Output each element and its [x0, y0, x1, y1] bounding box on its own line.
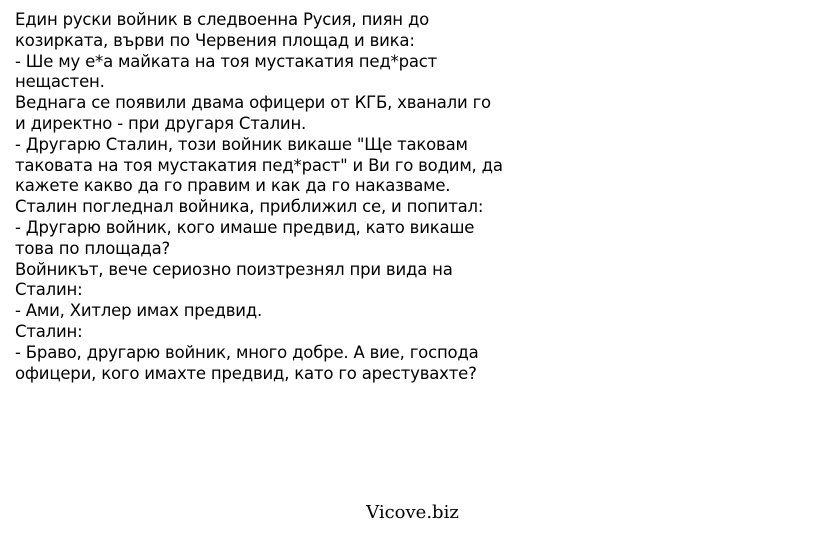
joke-line: козирката, върви по Червения площад и вика:	[15, 30, 415, 50]
joke-line: таковата на тоя мустакатия пед*раст" и Ви го водим, да	[15, 155, 503, 175]
joke-line: Веднага се появили двама офицери от КГБ, хванали го	[15, 93, 491, 113]
joke-line: - Другарю войник, кого имаше предвид, като викаше	[15, 217, 475, 237]
joke-line: Сталин:	[15, 280, 83, 300]
joke-line: и директно - при другаря Сталин.	[15, 113, 307, 133]
joke-line: Сталин погледнал войника, приближил се, и попитал:	[15, 197, 484, 217]
joke-text	[15, 10, 815, 384]
joke-line: нещастен.	[15, 72, 105, 92]
joke-line: Войникът, вече сериозно поизтрезнял при вида на	[15, 259, 453, 279]
joke-line: - Другарю Сталин, този войник викаше "Ще таковам	[15, 134, 468, 154]
joke-line: кажете какво да го правим и как да го наказваме.	[15, 176, 451, 196]
joke-line: - Ами, Хитлер имах предвид.	[15, 301, 263, 321]
joke-line: Един руски войник в следвоенна Русия, пиян до	[15, 10, 430, 29]
joke-line: Сталин:	[15, 321, 83, 341]
site-watermark: Vicove.biz	[366, 502, 459, 523]
joke-line: - Ше му е*а майката на тоя мустакатия пед*раст	[15, 51, 438, 71]
joke-line: офицери, кого имахте предвид, като го арестувахте?	[15, 363, 477, 383]
joke-line: това по площада?	[15, 238, 171, 258]
joke-line: - Браво, другарю войник, много добре. А вие, господа	[15, 342, 479, 362]
